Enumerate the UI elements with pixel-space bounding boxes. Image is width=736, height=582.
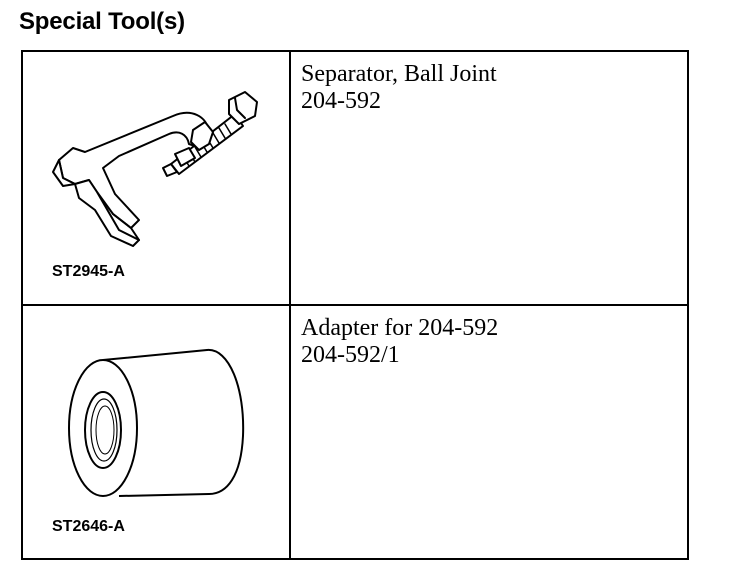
tool-description-cell [290,305,688,559]
tool-number: 204-592 [301,88,381,114]
tool-code: ST2945-A [52,263,125,280]
page-title: Special Tool(s) [19,8,185,35]
tool-description-cell [290,51,688,305]
tool-number: 204-592/1 [301,342,400,368]
tool-name: Adapter for 204-592 [301,315,499,341]
tool-image-cell [22,305,290,559]
tool-code: ST2646-A [52,518,125,535]
special-tools-table [21,50,689,560]
tool-name: Separator, Ball Joint [301,61,497,87]
tool-row [22,51,688,305]
tool-row [22,305,688,559]
tool-image-cell [22,51,290,305]
